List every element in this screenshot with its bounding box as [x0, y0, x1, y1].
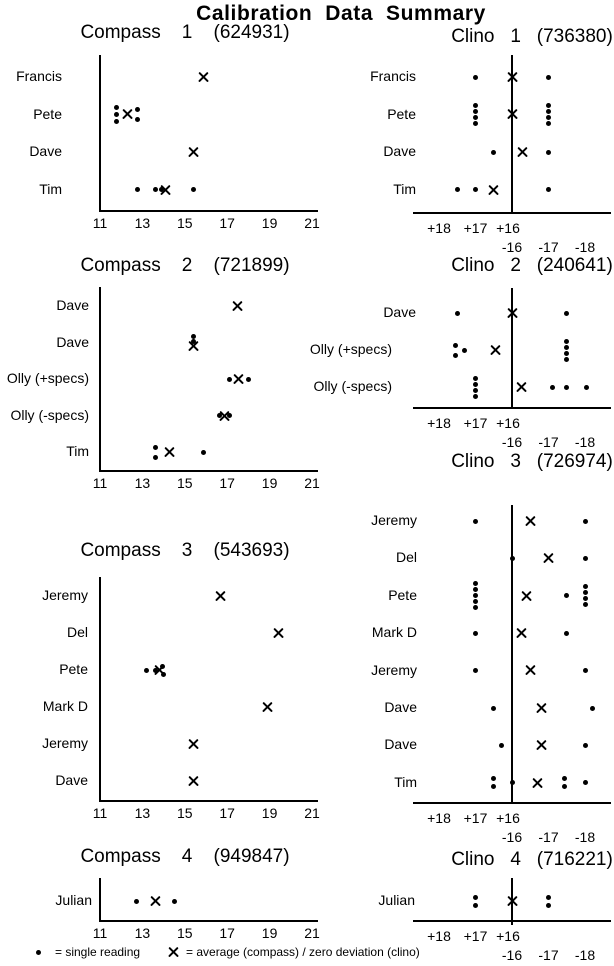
x-axis-line	[99, 920, 318, 922]
x-tick-label: 19	[261, 805, 278, 821]
row-label: Francis	[370, 68, 416, 84]
legend-x-label: = average (compass) / zero deviation (clino)	[186, 945, 420, 959]
data-point-dot	[510, 556, 515, 561]
data-point-dot	[473, 109, 478, 114]
row-label: Pete	[33, 105, 62, 122]
x-tick-label: 15	[177, 475, 193, 491]
x-tick-label-plus: +17	[463, 415, 488, 431]
chart-title: Compass 3 (543693)	[80, 540, 290, 561]
data-point-avg-x	[507, 308, 517, 318]
data-point-dot	[546, 903, 551, 908]
y-axis-line	[99, 577, 101, 800]
x-tick-label: 17	[219, 805, 235, 821]
data-point-avg-x	[536, 740, 546, 750]
data-point-dot	[583, 519, 588, 524]
row-label: Pete	[59, 661, 88, 677]
data-point-avg-x	[507, 72, 517, 82]
data-point-dot	[491, 706, 496, 711]
data-point-dot	[473, 581, 478, 586]
data-point-dot	[473, 394, 478, 399]
x-tick-label-plus: +18	[427, 220, 451, 236]
data-point-dot	[153, 455, 158, 460]
x-tick-label-minus: -16	[501, 947, 523, 963]
row-label: Dave	[383, 143, 416, 160]
chart-title: Compass 1 (624931)	[80, 22, 290, 43]
data-point-dot	[462, 348, 467, 353]
chart-title: Clino 1 (736380)	[451, 26, 613, 47]
chart-title: Clino 3 (726974)	[451, 451, 613, 472]
data-point-avg-x	[544, 553, 554, 563]
data-point-dot	[114, 105, 119, 110]
data-point-dot	[172, 899, 177, 904]
data-point-dot	[114, 112, 119, 117]
x-tick-label: 21	[304, 925, 320, 941]
data-point-avg-x	[518, 147, 528, 157]
data-point-dot	[583, 668, 588, 673]
data-point-avg-x	[489, 185, 499, 195]
x-tick-label-minus: -16	[501, 434, 523, 450]
data-point-dot	[546, 121, 551, 126]
data-point-dot	[473, 593, 478, 598]
x-tick-label-minus: -18	[574, 434, 596, 450]
data-point-dot	[564, 357, 569, 362]
x-tick-label: 11	[92, 925, 108, 941]
data-point-dot	[473, 75, 478, 80]
data-point-avg-x	[199, 72, 209, 82]
x-tick-label-minus: -16	[501, 829, 523, 845]
data-point-avg-x	[188, 147, 198, 157]
data-point-dot	[491, 776, 496, 781]
data-point-avg-x	[161, 185, 171, 195]
data-point-avg-x	[491, 345, 501, 355]
row-label: Dave	[384, 736, 417, 753]
data-point-avg-x	[516, 628, 526, 638]
row-label: Dave	[56, 333, 89, 350]
row-label: Julian	[55, 892, 92, 908]
data-point-avg-x	[216, 591, 226, 601]
x-tick-label-plus: +16	[496, 415, 520, 431]
data-point-dot	[473, 388, 478, 393]
data-point-dot	[473, 115, 478, 120]
page-title: Calibration Data Summary	[196, 2, 486, 25]
row-label: Tim	[66, 443, 89, 460]
row-label: Mark D	[371, 624, 417, 641]
data-point-dot	[546, 109, 551, 114]
x-tick-label-plus: +16	[496, 220, 520, 236]
data-point-dot	[583, 780, 588, 785]
row-label: Dave	[55, 772, 88, 788]
y-axis-line	[99, 55, 101, 210]
row-label: Pete	[387, 105, 416, 122]
data-point-dot	[564, 593, 569, 598]
data-point-dot	[473, 631, 478, 636]
x-tick-label-minus: -17	[538, 434, 559, 450]
x-tick-label: 19	[261, 475, 278, 491]
x-tick-label: 15	[177, 215, 193, 231]
data-point-dot	[583, 584, 588, 589]
row-label: Jeremy	[42, 735, 88, 751]
data-point-dot	[455, 311, 460, 316]
data-point-avg-x	[188, 776, 198, 786]
data-point-dot	[564, 311, 569, 316]
row-label: Olly (-specs)	[10, 406, 89, 423]
data-point-dot	[473, 103, 478, 108]
row-label: Julian	[378, 892, 415, 908]
row-label: Olly (+specs)	[6, 370, 89, 387]
x-axis-line	[413, 802, 611, 804]
x-axis-line	[413, 407, 611, 409]
data-point-dot	[153, 445, 158, 450]
x-tick-label: 11	[92, 475, 108, 491]
data-point-dot	[473, 187, 478, 192]
data-point-dot	[590, 706, 595, 711]
data-point-avg-x	[150, 896, 160, 906]
data-point-dot	[134, 899, 139, 904]
data-point-avg-x	[165, 447, 175, 457]
x-tick-label-minus: -18	[574, 239, 596, 255]
row-label: Jeremy	[371, 661, 417, 678]
row-label: Olly (+specs)	[309, 341, 392, 357]
data-point-avg-x	[533, 778, 543, 788]
chart-title: Compass 4 (949847)	[80, 846, 290, 867]
data-point-dot	[546, 103, 551, 108]
data-point-dot	[564, 385, 569, 390]
x-tick-label-plus: +17	[463, 220, 488, 236]
data-point-dot	[455, 187, 460, 192]
x-axis-line	[99, 470, 318, 472]
x-tick-label-plus: +18	[427, 810, 451, 826]
data-point-dot	[227, 413, 232, 418]
fold-line	[511, 288, 513, 407]
data-point-dot	[562, 784, 567, 789]
x-tick-label: 13	[134, 805, 151, 821]
x-tick-label-plus: +17	[463, 810, 488, 826]
y-axis-line	[99, 878, 101, 920]
row-label: Del	[66, 624, 88, 640]
data-point-dot	[135, 187, 140, 192]
data-point-dot	[564, 345, 569, 350]
x-tick-label-minus: -18	[574, 829, 596, 845]
data-point-avg-x	[233, 301, 243, 311]
data-point-dot	[473, 121, 478, 126]
data-point-dot	[201, 450, 206, 455]
x-tick-label: 19	[261, 925, 278, 941]
y-axis-line	[99, 287, 101, 470]
data-point-dot	[191, 187, 196, 192]
x-axis-line	[99, 800, 318, 802]
data-point-dot	[144, 668, 149, 673]
data-point-avg-x	[123, 110, 133, 120]
data-point-dot	[473, 382, 478, 387]
data-point-dot	[564, 631, 569, 636]
data-point-dot	[135, 107, 140, 112]
fold-line	[511, 505, 513, 802]
x-axis-line	[99, 210, 318, 212]
data-point-dot	[473, 903, 478, 908]
data-point-dot	[499, 743, 504, 748]
data-point-avg-x	[507, 110, 517, 120]
row-label: Dave	[383, 304, 416, 320]
data-point-dot	[161, 672, 166, 677]
data-point-avg-x	[507, 896, 517, 906]
x-tick-label: 21	[304, 805, 320, 821]
x-tick-label: 13	[134, 925, 151, 941]
data-point-dot	[583, 602, 588, 607]
data-point-dot	[135, 117, 140, 122]
legend-dot-label: = single reading	[55, 945, 141, 959]
data-point-dot	[550, 385, 555, 390]
data-point-dot	[473, 519, 478, 524]
x-tick-label: 15	[177, 805, 193, 821]
data-point-avg-x	[188, 739, 198, 749]
data-point-dot	[473, 895, 478, 900]
x-tick-label-plus: +17	[463, 928, 488, 944]
data-point-avg-x	[188, 342, 198, 352]
single-reading-dot-icon	[36, 950, 41, 955]
data-point-dot	[546, 75, 551, 80]
data-point-dot	[473, 587, 478, 592]
data-point-dot	[453, 343, 458, 348]
row-label: Mark D	[42, 698, 88, 714]
x-tick-label: 13	[134, 475, 151, 491]
chart-title: Clino 4 (716221)	[451, 849, 613, 870]
data-point-avg-x	[536, 703, 546, 713]
data-point-dot	[564, 339, 569, 344]
data-point-dot	[473, 376, 478, 381]
data-point-dot	[491, 784, 496, 789]
data-point-dot	[546, 187, 551, 192]
x-tick-label: 21	[304, 475, 320, 491]
x-tick-label-plus: +18	[427, 415, 451, 431]
average-x-icon	[168, 947, 178, 957]
x-tick-label: 15	[177, 925, 193, 941]
row-label: Jeremy	[42, 587, 88, 603]
data-point-dot	[546, 895, 551, 900]
row-label: Tim	[393, 180, 416, 197]
x-tick-label: 17	[219, 215, 235, 231]
x-tick-label-plus: +18	[427, 928, 451, 944]
data-point-avg-x	[516, 382, 526, 392]
x-tick-label: 13	[134, 215, 151, 231]
x-tick-label: 19	[261, 215, 278, 231]
data-point-avg-x	[525, 516, 535, 526]
x-axis-line	[413, 212, 611, 214]
data-point-dot	[473, 668, 478, 673]
data-point-dot	[562, 776, 567, 781]
x-tick-label-minus: -18	[574, 947, 596, 963]
data-point-dot	[583, 556, 588, 561]
data-point-dot	[564, 351, 569, 356]
row-label: Pete	[388, 586, 417, 603]
x-tick-label: 17	[219, 475, 235, 491]
data-point-dot	[546, 150, 551, 155]
x-tick-label-minus: -17	[538, 239, 559, 255]
data-point-dot	[584, 385, 589, 390]
chart-title: Clino 2 (240641)	[451, 255, 613, 276]
data-point-dot	[473, 599, 478, 604]
x-tick-label-minus: -17	[538, 829, 559, 845]
row-label: Dave	[56, 297, 89, 313]
data-point-dot	[160, 664, 165, 669]
x-tick-label-minus: -17	[538, 947, 559, 963]
x-tick-label: 17	[219, 925, 235, 941]
x-tick-label: 21	[304, 215, 320, 231]
x-tick-label: 11	[92, 805, 108, 821]
data-point-dot	[153, 187, 158, 192]
x-tick-label-plus: +16	[496, 928, 520, 944]
row-label: Dave	[384, 699, 417, 715]
data-point-dot	[583, 743, 588, 748]
data-point-dot	[583, 590, 588, 595]
data-point-dot	[491, 150, 496, 155]
data-point-dot	[453, 353, 458, 358]
row-label: Del	[395, 549, 417, 566]
x-tick-label-minus: -16	[501, 239, 523, 255]
data-point-dot	[546, 115, 551, 120]
row-label: Jeremy	[371, 512, 417, 528]
row-label: Tim	[394, 773, 417, 790]
data-point-avg-x	[522, 591, 532, 601]
row-label: Francis	[16, 68, 62, 84]
x-tick-label-plus: +16	[496, 810, 520, 826]
x-tick-label: 11	[92, 215, 108, 231]
x-axis-line	[413, 920, 611, 922]
data-point-dot	[114, 119, 119, 124]
data-point-avg-x	[525, 666, 535, 676]
chart-title: Compass 2 (721899)	[80, 255, 290, 276]
data-point-dot	[510, 780, 515, 785]
data-point-dot	[473, 605, 478, 610]
row-label: Olly (-specs)	[313, 378, 392, 394]
row-label: Dave	[29, 143, 62, 160]
row-label: Tim	[39, 180, 62, 197]
data-point-dot	[583, 596, 588, 601]
